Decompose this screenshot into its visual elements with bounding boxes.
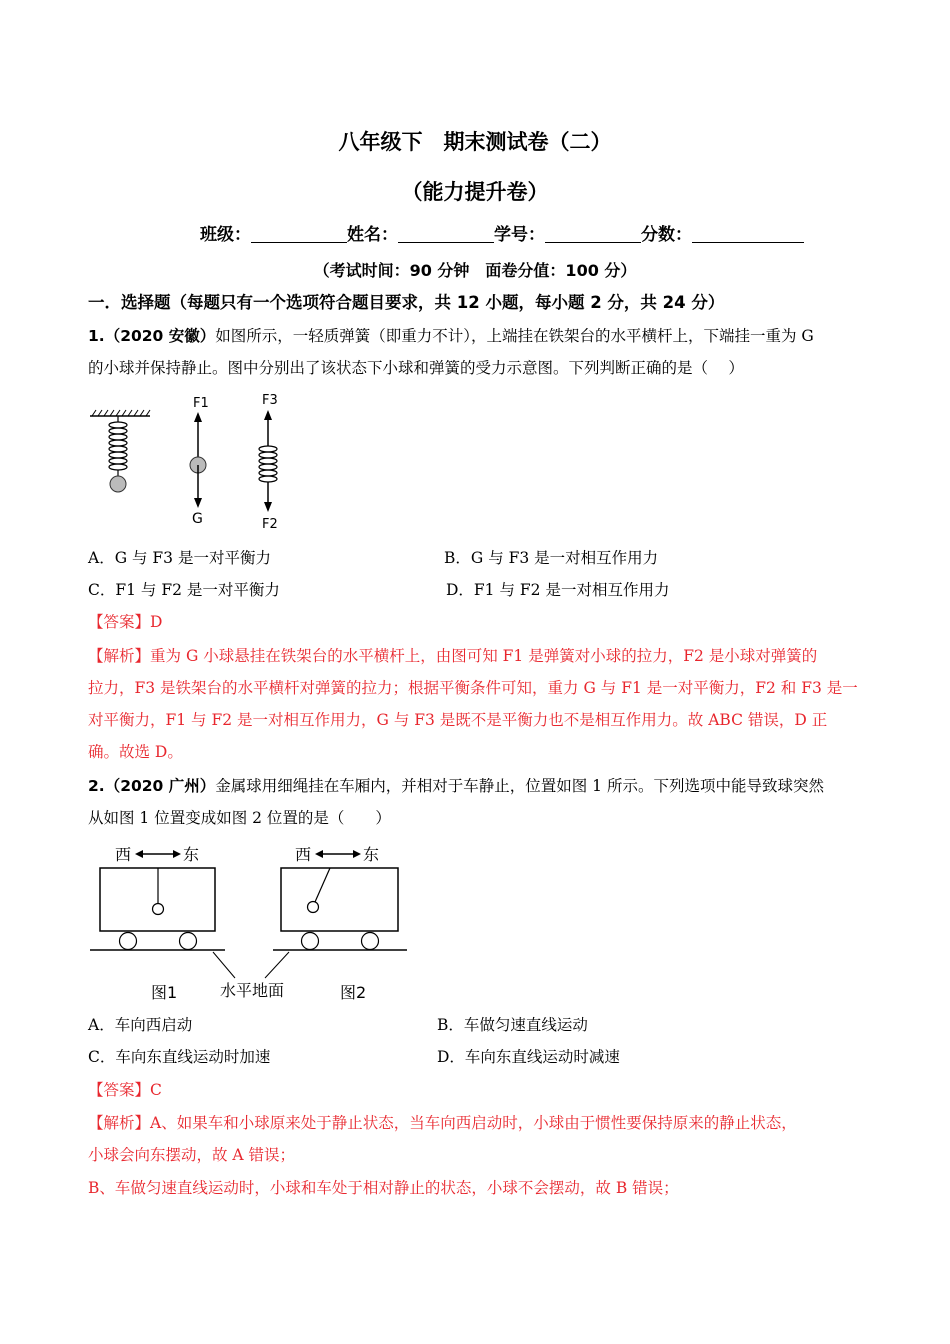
q1-answer (88, 606, 162, 638)
q1-analysis-line4: 确。故选 D。 (88, 743, 183, 761)
support-bar (90, 410, 150, 416)
number-label: 学号： (494, 225, 545, 245)
q1-stem-line1 (88, 320, 814, 352)
class-label: 班级： (200, 225, 251, 245)
q1-analysis-tag: 【解析】 (88, 647, 151, 665)
score-label: 分数： (641, 225, 692, 245)
name-blank[interactable] (398, 224, 494, 243)
q1-option-b[interactable]: B．G 与 F3 是一对相互作用力 (444, 549, 659, 567)
q2-analysis-tag: 【解析】 (88, 1114, 151, 1132)
q2-analysis-line2: 小球会向东摆动，故 A 错误； (88, 1146, 296, 1164)
exam-info: （考试时间：90 分钟 面卷分值：100 分） (313, 261, 637, 280)
q2-analysis-line3: B、车做匀速直线运动时，小球和车处于相对静止的状态，小球不会摆动，故 B 错误； (88, 1179, 679, 1197)
ball-force-diagram (190, 396, 209, 527)
q2-answer-tag: 【答案】 (88, 1081, 151, 1099)
class-blank[interactable] (251, 224, 347, 243)
page-subtitle: （能力提升卷） (401, 180, 549, 204)
spring-left (109, 416, 127, 476)
label-f2: F2 (262, 517, 278, 532)
label-f1: F1 (193, 396, 209, 411)
q2-answer (88, 1074, 162, 1106)
east-label-1: 东 (183, 845, 200, 864)
q2-stem-line1 (88, 770, 824, 802)
q2-source: （2020 广州） (104, 777, 216, 795)
section-heading: 一．选择题（每题只有一个选项符合题目要求，共 12 小题，每小题 2 分，共 24 分） (88, 293, 725, 312)
q1-option-c[interactable]: C．F1 与 F2 是一对平衡力 (88, 581, 280, 599)
q2-option-a[interactable]: A．车向西启动 (88, 1016, 193, 1034)
spring-force-diagram (259, 393, 278, 532)
q1-analysis-line3: 对平衡力，F1 与 F2 是一对相互作用力，G 与 F3 是既不是平衡力也不是相互作用力。故 ABC 错误，D 正 (88, 711, 828, 729)
q1-answer-value: D (150, 613, 163, 631)
q2-analysis-text1: A、如果车和小球原来处于静止状态，当车向西启动时，小球由于惯性要保持原来的静止状态， (150, 1114, 797, 1132)
q1-stem-line2: 的小球并保持静止。图中分别出了该状态下小球和弹簧的受力示意图。下列判断正确的是（ ） (88, 359, 744, 377)
q2-analysis-line1 (88, 1107, 797, 1139)
figure-2 (273, 845, 407, 1002)
q2-option-b[interactable]: B．车做匀速直线运动 (437, 1016, 588, 1034)
q2-stem-line2: 从如图 1 位置变成如图 2 位置的是（ ） (88, 809, 391, 827)
q2-number: 2. (88, 777, 105, 795)
q1-source: （2020 安徽） (104, 327, 216, 345)
west-label-1: 西 (115, 845, 132, 864)
name-label: 姓名： (347, 225, 398, 245)
q1-analysis-line1 (88, 640, 817, 672)
q2-stem-text1: 金属球用细绳挂在车厢内，并相对于车静止，位置如图 1 所示。下列选项中能导致球突然 (215, 777, 824, 795)
fig2-label: 图2 (340, 983, 367, 1002)
q1-analysis-text1: 重为 G 小球悬挂在铁架台的水平横杆上，由图可知 F1 是弹簧对小球的拉力，F2 是小球对弹簧的 (150, 647, 818, 665)
q2-answer-value: C (150, 1081, 162, 1099)
q1-figure (80, 390, 320, 540)
q2-figure (85, 838, 415, 1008)
q1-answer-tag: 【答案】 (88, 613, 151, 631)
page-title: 八年级下 期末测试卷（二） (338, 130, 612, 154)
ball-left (110, 476, 126, 492)
east-label-2: 东 (363, 845, 380, 864)
ground-label: 水平地面 (220, 981, 285, 1000)
number-blank[interactable] (545, 224, 641, 243)
q2-option-c[interactable]: C．车向东直线运动时加速 (88, 1048, 271, 1066)
q1-option-d[interactable]: D．F1 与 F2 是一对相互作用力 (446, 581, 670, 599)
figure-1 (90, 845, 225, 1002)
score-blank[interactable] (692, 224, 804, 243)
label-g: G (192, 511, 203, 527)
student-info-fields (200, 220, 804, 245)
west-label-2: 西 (295, 845, 312, 864)
q1-option-a[interactable]: A．G 与 F3 是一对平衡力 (88, 549, 271, 567)
q2-option-d[interactable]: D．车向东直线运动时减速 (437, 1048, 620, 1066)
q1-analysis-line2: 拉力，F3 是铁架台的水平横杆对弹簧的拉力；根据平衡条件可知，重力 G 与 F1 是一对平衡力，F2 和 F3 是一 (88, 679, 858, 697)
label-f3: F3 (262, 393, 278, 408)
q1-number: 1. (88, 327, 105, 345)
q1-stem-text1: 如图所示，一轻质弹簧（即重力不计），上端挂在铁架台的水平横杆上，下端挂一重为 G (215, 327, 814, 345)
fig1-label: 图1 (151, 983, 178, 1002)
